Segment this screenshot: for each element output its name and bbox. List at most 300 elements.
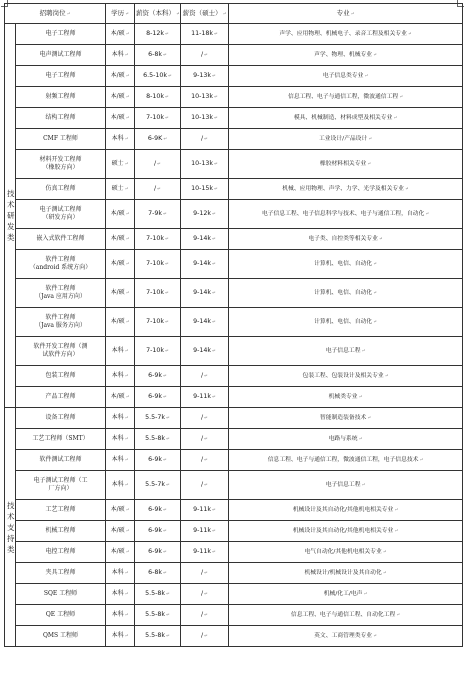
cell-major (229, 429, 463, 450)
header-salary-bachelor-label: 薪资（本科） (136, 8, 175, 17)
cell-salary-master (181, 366, 229, 387)
paragraph-mark-icon: ↵ (212, 290, 216, 296)
position-line: 电子工程师 (45, 30, 76, 37)
cell-major (229, 626, 463, 647)
table-row (5, 584, 463, 605)
cell-education-value: 本/硕 (110, 113, 125, 121)
cell-salary-bachelor (135, 179, 181, 200)
paragraph-mark-icon: ↵ (204, 52, 208, 58)
position-line: 结构工程师 (45, 114, 76, 121)
cell-major (229, 24, 463, 45)
position-line: 试软件方向） (42, 351, 79, 358)
cell-education (106, 337, 135, 366)
cell-salary-master-value: 9-11k (193, 505, 212, 513)
paragraph-mark-icon: ↵ (368, 136, 373, 142)
cell-major-value: 智能制造装备技术 (319, 414, 367, 421)
paragraph-mark-icon: ↵ (166, 591, 170, 597)
cell-salary-bachelor (135, 45, 181, 66)
cell-major (229, 250, 463, 279)
header-major-label: 专业 (336, 8, 350, 17)
cell-major-value: 电子类、自控类等相关专业 (308, 235, 378, 242)
cell-position (16, 471, 106, 500)
cell-salary-bachelor-value: 7-10k (146, 234, 165, 242)
header-salary-bachelor: 薪资（本科）↵ (135, 4, 181, 24)
cell-education (106, 200, 135, 229)
cell-salary-master (181, 200, 229, 229)
table-row (5, 500, 463, 521)
cell-salary-bachelor (135, 337, 181, 366)
cell-major-value: 机械、应用物理、声学、力学、光学及相关专业 (282, 185, 404, 192)
paragraph-mark-icon: ↵ (212, 528, 216, 534)
cell-salary-master (181, 500, 229, 521)
cell-education-value: 本/硕 (110, 288, 125, 296)
paragraph-mark-icon: ↵ (124, 436, 129, 442)
cell-education (106, 129, 135, 150)
cell-salary-bachelor-value: 5.5-8k (145, 610, 166, 618)
cell-education (106, 150, 135, 179)
cell-salary-bachelor (135, 500, 181, 521)
paragraph-mark-icon: ↵ (382, 549, 387, 555)
cell-salary-master-value: / (201, 610, 204, 618)
cell-education (106, 626, 135, 647)
cell-salary-master-value: / (201, 589, 204, 597)
table-row (5, 179, 463, 200)
paragraph-mark-icon: ↵ (165, 319, 169, 325)
cell-position (16, 66, 106, 87)
cell-position (16, 200, 106, 229)
position-line: （Java 服务方向） (35, 322, 86, 329)
paragraph-mark-icon: ↵ (124, 633, 129, 639)
cell-salary-master (181, 179, 229, 200)
position-line: 电控工程师 (45, 548, 76, 555)
position-line: SQE 工程师 (43, 590, 78, 597)
cell-salary-bachelor (135, 66, 181, 87)
paragraph-mark-icon: ↵ (125, 73, 130, 79)
paragraph-mark-icon: ↵ (125, 261, 130, 267)
paragraph-mark-icon: ↵ (165, 261, 169, 267)
cell-education (106, 366, 135, 387)
cell-salary-master-value: 9-14k (193, 234, 212, 242)
paragraph-mark-icon: ↵ (425, 211, 430, 217)
position-line: 工艺工程师（SMT） (32, 435, 89, 442)
cell-major-value: 机械/化工/电声 (323, 590, 363, 597)
cell-education (106, 450, 135, 471)
paragraph-mark-icon: ↵ (373, 633, 377, 639)
cell-salary-master (181, 429, 229, 450)
paragraph-mark-icon: ↵ (124, 161, 129, 167)
cell-education-value: 本/硕 (110, 71, 125, 79)
cell-position (16, 229, 106, 250)
cell-education-value: 本/硕 (110, 209, 125, 217)
paragraph-mark-icon: ↵ (165, 348, 169, 354)
category-char: 类 (7, 233, 15, 242)
category-char: 支 (7, 522, 15, 532)
paragraph-mark-icon: ↵ (168, 73, 172, 79)
cell-major-value: 计算机、电信、自动化 (314, 260, 373, 267)
position-line: 嵌入式软件工程师 (36, 235, 85, 242)
cell-salary-master-value: 10-13k (191, 92, 214, 100)
paragraph-mark-icon: ↵ (384, 373, 389, 379)
cell-salary-master-value: 9-11k (193, 392, 212, 400)
paragraph-mark-icon: ↵ (407, 31, 412, 37)
cell-salary-master (181, 229, 229, 250)
paragraph-mark-icon: ↵ (363, 591, 368, 597)
paragraph-mark-icon: ↵ (212, 319, 216, 325)
cell-salary-bachelor-value: 7-10k (146, 259, 165, 267)
table-row (5, 66, 463, 87)
cell-salary-bachelor-value: 5.5-7k (145, 480, 166, 488)
paragraph-mark-icon: ↵ (396, 612, 401, 618)
cell-major-value: 电气自动化/其他机电相关专业 (304, 548, 382, 555)
cell-education-value: 本科 (111, 589, 124, 597)
paragraph-mark-icon: ↵ (124, 415, 129, 421)
cell-position (16, 308, 106, 337)
cell-education (106, 308, 135, 337)
cell-education-value: 本科 (111, 631, 124, 639)
cell-salary-bachelor (135, 200, 181, 229)
position-line: 软件测试工程师 (39, 456, 82, 463)
cell-major-value: 包装工程、包装设计及相关专业 (302, 372, 384, 379)
paragraph-mark-icon: ↵ (166, 436, 170, 442)
table-row (5, 429, 463, 450)
cell-major (229, 337, 463, 366)
paragraph-mark-icon: ↵ (361, 348, 366, 354)
cell-major-value: 电子信息类专业 (322, 72, 364, 79)
cell-position (16, 626, 106, 647)
table-row (5, 229, 463, 250)
cell-salary-bachelor-value: 8-12k (146, 29, 165, 37)
cell-major (229, 66, 463, 87)
table-row (5, 250, 463, 279)
table-row (5, 108, 463, 129)
cell-salary-master (181, 471, 229, 500)
cell-education-value: 本科 (111, 134, 124, 142)
cell-education (106, 605, 135, 626)
category-support (5, 408, 16, 647)
position-line: （Java 应用方向） (35, 293, 86, 300)
position-line: （android 系统方向） (29, 264, 92, 271)
cell-major (229, 563, 463, 584)
cell-salary-bachelor (135, 129, 181, 150)
cell-education-value: 本/硕 (110, 259, 125, 267)
paragraph-mark-icon: ↵ (367, 415, 372, 421)
paragraph-mark-icon: ↵ (214, 94, 218, 100)
cell-salary-master-value: 9-14k (193, 346, 212, 354)
cell-education (106, 563, 135, 584)
paragraph-mark-icon: ↵ (214, 115, 218, 121)
cell-salary-bachelor (135, 471, 181, 500)
cell-major (229, 387, 463, 408)
paragraph-mark-icon: ↵ (212, 394, 216, 400)
cell-salary-master-value: 9-13k (193, 71, 212, 79)
paragraph-mark-icon: ↵ (163, 549, 167, 555)
position-line: 仿真工程师 (45, 185, 76, 192)
paragraph-mark-icon: ↵ (125, 394, 130, 400)
cell-education (106, 179, 135, 200)
cell-education-value: 本科 (111, 346, 124, 354)
cell-position (16, 87, 106, 108)
position-line: 电子工程师 (45, 72, 76, 79)
cell-position (16, 366, 106, 387)
cell-salary-master-value: 10-13k (191, 159, 214, 167)
paragraph-mark-icon: ↵ (204, 415, 208, 421)
category-char: 发 (7, 222, 15, 231)
header-education: 学历↵ (106, 4, 135, 24)
cell-position (16, 500, 106, 521)
cell-major (229, 584, 463, 605)
paragraph-mark-icon: ↵ (358, 394, 363, 400)
category-char: 研 (7, 211, 15, 220)
cell-salary-master (181, 542, 229, 563)
paragraph-mark-icon: ↵ (399, 94, 403, 100)
paragraph-mark-icon: ↵ (204, 436, 208, 442)
paragraph-mark-icon: ↵ (361, 482, 366, 488)
table-row (5, 279, 463, 308)
cell-salary-bachelor-value: 6-9k (148, 526, 163, 534)
position-line: 软件工程师 (45, 314, 76, 321)
cell-education (106, 408, 135, 429)
header-position-label: 招聘岗位 (39, 8, 66, 17)
cell-salary-master-value: 10-13k (191, 113, 214, 121)
cell-major-value: 信息工程、电子与通信工程，微波通信工程 (288, 93, 399, 100)
cell-salary-bachelor-value: 6-8k (148, 50, 163, 58)
cell-salary-bachelor (135, 250, 181, 279)
cell-education (106, 24, 135, 45)
cell-salary-bachelor-value: 6-9k (148, 392, 163, 400)
position-line: 工艺工程师 (45, 506, 76, 513)
cell-salary-bachelor-value: 5.5-8k (145, 631, 166, 639)
cell-salary-bachelor (135, 626, 181, 647)
cell-position (16, 179, 106, 200)
cell-salary-bachelor-value: 6-9k (148, 505, 163, 513)
cell-education-value: 本/硕 (110, 317, 125, 325)
cell-salary-master-value: / (201, 434, 204, 442)
cell-education (106, 521, 135, 542)
position-line: QMS 工程师 (42, 632, 79, 639)
cell-salary-bachelor (135, 108, 181, 129)
cell-position (16, 584, 106, 605)
cell-position (16, 45, 106, 66)
cell-salary-master-value: / (201, 50, 204, 58)
cell-salary-bachelor (135, 387, 181, 408)
cell-education (106, 45, 135, 66)
paragraph-mark-icon: ↵ (124, 482, 129, 488)
cell-major (229, 450, 463, 471)
cell-salary-bachelor-value: 6-9k (148, 547, 163, 555)
paragraph-mark-icon: ↵ (157, 161, 161, 167)
cell-education-value: 本/硕 (110, 92, 125, 100)
cell-position (16, 521, 106, 542)
cell-salary-master (181, 45, 229, 66)
cell-position (16, 387, 106, 408)
cell-salary-bachelor-value: / (154, 159, 157, 167)
cell-salary-bachelor-value: 7-10k (146, 346, 165, 354)
table-row (5, 626, 463, 647)
cell-salary-master (181, 129, 229, 150)
position-line: 材料开发工程师 (39, 156, 82, 163)
paragraph-mark-icon: ↵ (204, 136, 208, 142)
cell-salary-master-value: 11-18k (191, 29, 214, 37)
cell-salary-master-value: 10-15k (191, 184, 214, 192)
cell-position (16, 24, 106, 45)
paragraph-mark-icon: ↵ (163, 211, 167, 217)
position-line: QE 工程师 (45, 611, 76, 618)
cell-major-value: 机械设计及其自动化/其他机电相关专业 (292, 506, 394, 513)
cell-education-value: 本科 (111, 610, 124, 618)
table-row (5, 337, 463, 366)
paragraph-mark-icon: ↵ (125, 211, 130, 217)
cell-position (16, 605, 106, 626)
cell-education (106, 87, 135, 108)
cell-education-value: 本科 (111, 413, 124, 421)
paragraph-mark-icon: ↵ (163, 136, 168, 142)
cell-salary-master (181, 450, 229, 471)
cell-education-value: 本科 (111, 480, 124, 488)
cell-major-value: 信息工程、电子与通信工程、自动化工程 (290, 611, 396, 618)
cell-salary-master (181, 337, 229, 366)
cell-major (229, 500, 463, 521)
paragraph-mark-icon: ↵ (124, 52, 129, 58)
position-line: 电子测试工程师 (39, 206, 82, 213)
paragraph-mark-icon: ↵ (124, 348, 129, 354)
cell-salary-bachelor (135, 408, 181, 429)
cell-major-value: 英文、工商管理类专业 (314, 632, 373, 639)
recruitment-table-container (4, 3, 462, 647)
cell-salary-master (181, 563, 229, 584)
paragraph-mark-icon: ↵ (125, 507, 130, 513)
cell-major (229, 471, 463, 500)
cell-education-value: 本科 (111, 434, 124, 442)
category-char: 持 (7, 533, 15, 543)
table-row (5, 408, 463, 429)
cell-salary-bachelor-value: 5.5-8k (145, 434, 166, 442)
paragraph-mark-icon: ↵ (163, 570, 167, 576)
cell-salary-master-value: / (201, 413, 204, 421)
cell-education-value: 本/硕 (110, 392, 125, 400)
paragraph-mark-icon: ↵ (204, 373, 208, 379)
header-salary-master: 薪资（硕士）↵ (181, 4, 229, 24)
table-header-row (5, 4, 463, 24)
cell-major (229, 150, 463, 179)
paragraph-mark-icon: ↵ (358, 436, 363, 442)
table-row (5, 542, 463, 563)
position-line: 软件开发工程师（测 (33, 343, 88, 350)
paragraph-mark-icon: ↵ (212, 211, 216, 217)
cell-education-value: 本科 (111, 371, 124, 379)
table-row (5, 366, 463, 387)
cell-position (16, 129, 106, 150)
paragraph-mark-icon: ↵ (404, 186, 409, 192)
table-row (5, 308, 463, 337)
paragraph-mark-icon: ↵ (204, 633, 208, 639)
cell-salary-master (181, 250, 229, 279)
cell-salary-bachelor (135, 366, 181, 387)
cell-salary-bachelor-value: 5.5-8k (145, 589, 166, 597)
paragraph-mark-icon: ↵ (367, 161, 372, 167)
cell-salary-master-value: 9-11k (193, 547, 212, 555)
table-row (5, 605, 463, 626)
position-line: 电声测试工程师 (39, 51, 82, 58)
cell-salary-master-value: 9-14k (193, 317, 212, 325)
cell-major-value: 机械类专业 (328, 393, 358, 400)
cell-salary-bachelor-value: 7-10k (146, 113, 165, 121)
cell-salary-master (181, 605, 229, 626)
cell-education (106, 66, 135, 87)
cell-major-value: 机械设计及其自动化/其他机电相关专业 (292, 527, 394, 534)
paragraph-mark-icon: ↵ (373, 290, 377, 296)
cell-salary-bachelor (135, 563, 181, 584)
cell-education (106, 500, 135, 521)
cell-major-value: 模具、机械制造、材料成型及相关专业 (293, 114, 393, 121)
cell-major (229, 129, 463, 150)
cell-education (106, 584, 135, 605)
cell-salary-master (181, 279, 229, 308)
cell-education (106, 279, 135, 308)
cell-major-value: 橡胶材料相关专业 (319, 160, 367, 167)
cell-salary-bachelor-value: 7-10k (146, 317, 165, 325)
cell-salary-bachelor-value: 6.5-10k (143, 71, 168, 79)
cell-major (229, 229, 463, 250)
position-line: CMF 工程师 (43, 135, 78, 142)
cell-major (229, 542, 463, 563)
cell-position (16, 279, 106, 308)
cell-position (16, 563, 106, 584)
cell-position (16, 150, 106, 179)
paragraph-mark-icon: ↵ (125, 549, 130, 555)
cell-salary-bachelor-value: 6-9k (148, 455, 163, 463)
cell-salary-master-value: / (201, 631, 204, 639)
paragraph-mark-icon: ↵ (125, 31, 130, 37)
paragraph-mark-icon: ↵ (212, 507, 216, 513)
table-row (5, 150, 463, 179)
cell-major (229, 408, 463, 429)
paragraph-mark-icon: ↵ (125, 115, 130, 121)
paragraph-mark-icon: ↵ (165, 236, 169, 242)
cell-position (16, 429, 106, 450)
cell-education-value: 本/硕 (110, 29, 125, 37)
cell-position (16, 450, 106, 471)
position-line: 产品工程师 (45, 393, 76, 400)
cell-education (106, 471, 135, 500)
cell-salary-bachelor (135, 521, 181, 542)
paragraph-mark-icon: ↵ (165, 115, 169, 121)
paragraph-mark-icon: ↵ (163, 394, 167, 400)
cell-salary-master-value: 9-12k (193, 209, 212, 217)
cell-salary-master (181, 308, 229, 337)
cell-position (16, 250, 106, 279)
header-education-label: 学历 (111, 8, 125, 17)
paragraph-mark-icon: ↵ (163, 373, 167, 379)
paragraph-mark-icon: ↵ (165, 31, 169, 37)
paragraph-mark-icon: ↵ (212, 73, 216, 79)
cell-salary-master-value: 9-11k (193, 526, 212, 534)
paragraph-mark-icon: ↵ (419, 457, 424, 463)
cell-salary-master (181, 108, 229, 129)
cell-major-value: 电路与系统 (328, 435, 358, 442)
position-line: 软件工程师 (45, 256, 76, 263)
table-row (5, 450, 463, 471)
cell-salary-bachelor (135, 150, 181, 179)
paragraph-mark-icon: ↵ (204, 482, 208, 488)
paragraph-mark-icon: ↵ (163, 528, 167, 534)
category-char: 术 (7, 200, 15, 209)
position-line: 电子测试工程师（工 (33, 477, 88, 484)
paragraph-mark-icon: ↵ (124, 612, 129, 618)
cell-major-value: 机械设计/机械设计及其自动化 (304, 569, 382, 576)
cell-major-value: 计算机、电信、自动化 (314, 289, 373, 296)
cell-salary-bachelor (135, 605, 181, 626)
cell-education-value: 本科 (111, 50, 124, 58)
